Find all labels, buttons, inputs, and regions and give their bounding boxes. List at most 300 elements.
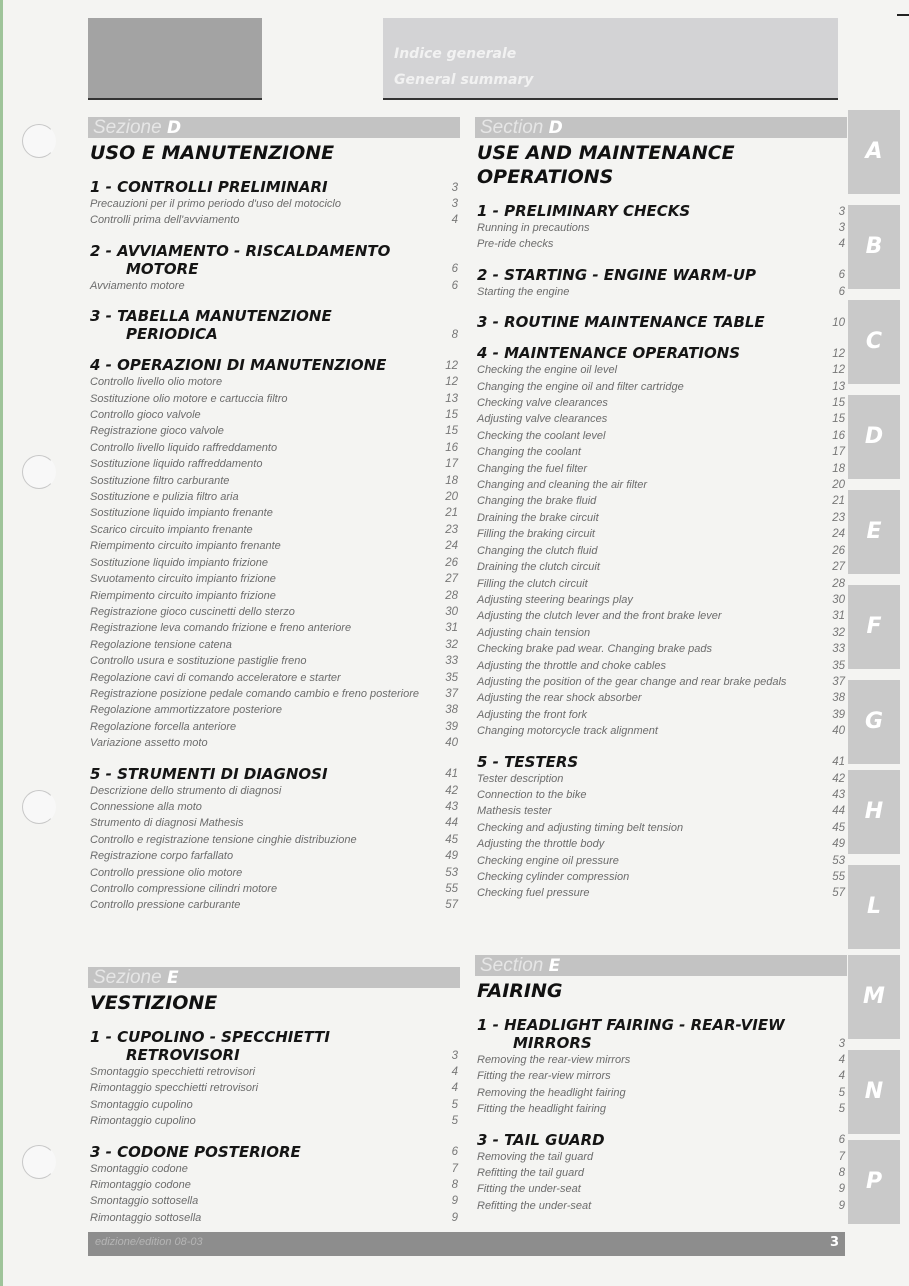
toc-entry-title: Rimontaggio cupolino xyxy=(90,1115,196,1128)
page-number: 3 xyxy=(829,1235,839,1250)
toc-entry-page: 44 xyxy=(445,817,458,830)
section-label: Sezione xyxy=(93,967,162,988)
toc-entry-title: Adjusting valve clearances xyxy=(477,413,608,426)
chapter-heading xyxy=(88,1028,460,1064)
toc-entry-page: 4 xyxy=(451,1082,458,1095)
toc-entry xyxy=(88,865,460,881)
toc-entry-page: 3 xyxy=(838,222,845,234)
chapter-heading-line: 1 - PRELIMINARY CHECKS xyxy=(477,202,691,220)
toc-entry-page: 24 xyxy=(445,540,458,553)
toc-entry xyxy=(88,1097,460,1113)
toc-entry xyxy=(88,735,460,751)
toc-entry-page: 28 xyxy=(832,577,845,590)
toc-entry-page: 53 xyxy=(445,866,458,879)
section-title xyxy=(475,979,847,1003)
section-letter: D xyxy=(548,118,563,138)
chapter-heading xyxy=(88,307,460,343)
toc-entry-title: Controlli prima dell'avviamento xyxy=(90,214,240,227)
toc-entry xyxy=(88,571,460,587)
chapter-heading-text xyxy=(88,356,386,374)
toc-entry-title: Refitting the under-seat xyxy=(477,1199,592,1212)
toc-entry-title: Controllo pressione carburante xyxy=(90,899,241,912)
toc-entry xyxy=(475,576,847,592)
toc-entry-page: 53 xyxy=(832,854,845,867)
chapter-heading-line: 3 - TAIL GUARD xyxy=(477,1130,605,1149)
toc-entry-page: 5 xyxy=(838,1086,845,1099)
toc-entry-page: 55 xyxy=(832,871,845,883)
section-tab: B xyxy=(848,205,900,289)
toc-entry xyxy=(475,543,847,559)
toc-entry-page: 40 xyxy=(445,737,458,750)
toc-entry-page: 21 xyxy=(445,507,458,520)
toc-entry xyxy=(88,374,460,390)
chapter-heading xyxy=(475,1131,847,1149)
toc-entry-title: Refitting the tail guard xyxy=(477,1167,585,1180)
toc-entry xyxy=(475,836,847,852)
toc-entry xyxy=(475,1198,847,1214)
section-bar xyxy=(88,967,460,988)
toc-entry xyxy=(88,620,460,636)
toc-entry-page: 17 xyxy=(832,446,845,459)
toc-entry-page: 15 xyxy=(445,409,458,422)
toc-entry-page: 18 xyxy=(832,462,845,475)
toc-section xyxy=(475,955,847,1214)
toc-entry xyxy=(88,783,460,799)
toc-entry-page: 20 xyxy=(832,479,845,492)
chapter-heading xyxy=(88,765,460,783)
toc-entry-page: 9 xyxy=(451,1211,458,1224)
toc-entry xyxy=(88,473,460,489)
toc-entry-title: Sostituzione liquido impianto frizione xyxy=(90,556,268,569)
toc-entry-title: Running in precautions xyxy=(477,222,590,234)
section-title-line: VESTIZIONE xyxy=(90,992,218,1014)
section-tab: G xyxy=(848,680,900,764)
toc-entry-page: 16 xyxy=(832,429,845,442)
toc-entry-page: 4 xyxy=(451,1066,458,1078)
toc-entry-page: 6 xyxy=(838,285,845,298)
section-bar xyxy=(475,955,847,976)
toc-entry-title: Smontaggio specchietti retrovisori xyxy=(90,1066,256,1078)
section-title-line: FAIRING xyxy=(477,980,563,1002)
toc-entry-title: Rimontaggio codone xyxy=(90,1179,191,1192)
toc-entry xyxy=(475,236,847,252)
toc-entry-page: 23 xyxy=(832,511,845,524)
toc-entry xyxy=(475,461,847,477)
chapter-heading-line: MIRRORS xyxy=(513,1034,592,1052)
chapter-heading-text xyxy=(88,178,328,196)
toc-entry-title: Mathesis tester xyxy=(477,805,552,818)
chapter-heading-text xyxy=(475,1016,785,1052)
chapter-heading-line: 5 - STRUMENTI DI DIAGNOSI xyxy=(90,764,328,783)
chapter-heading-text xyxy=(475,753,578,771)
toc-entry-title: Changing the clutch fluid xyxy=(477,544,598,557)
toc-entry xyxy=(88,407,460,423)
chapter-page-number: 8 xyxy=(451,328,458,341)
toc-entry xyxy=(88,212,460,228)
chapter-page-number: 6 xyxy=(451,263,458,276)
toc-entry xyxy=(475,510,847,526)
toc-entry xyxy=(88,1193,460,1209)
toc-entry-title: Controllo livello olio motore xyxy=(90,376,223,389)
toc-entry xyxy=(475,1181,847,1197)
chapter-page-number: 10 xyxy=(832,316,845,329)
toc-entry-page: 5 xyxy=(451,1098,458,1111)
chapter-heading-text xyxy=(475,344,740,362)
chapter-heading-line: 2 - STARTING - ENGINE WARM-UP xyxy=(477,265,757,284)
toc-entry-title: Checking brake pad wear. Changing brake pads xyxy=(477,643,713,656)
toc-entry-page: 39 xyxy=(832,708,845,721)
chapter-page-number: 41 xyxy=(832,756,845,769)
toc-entry-page: 55 xyxy=(445,883,458,895)
toc-entry xyxy=(88,489,460,505)
toc-entry-page: 44 xyxy=(832,805,845,818)
toc-entry-page: 9 xyxy=(838,1183,845,1196)
section-letter: E xyxy=(166,968,179,988)
toc-entry-page: 16 xyxy=(445,441,458,454)
section-bar xyxy=(475,117,847,138)
toc-entry-title: Controllo livello liquido raffreddamento xyxy=(90,441,278,454)
toc-entry-page: 8 xyxy=(838,1167,845,1180)
toc-entry xyxy=(475,493,847,509)
edition-label: edizione/edition 08-03 xyxy=(95,1236,203,1248)
toc-entry xyxy=(475,428,847,444)
toc-entry xyxy=(88,522,460,538)
toc-entry-title: Variazione assetto moto xyxy=(90,737,208,750)
section-tab: P xyxy=(848,1140,900,1224)
toc-entry xyxy=(475,690,847,706)
toc-entry-title: Sostituzione e pulizia filtro aria xyxy=(90,491,239,504)
chapter-heading-line: RETROVISORI xyxy=(126,1046,240,1064)
toc-entry-title: Sostituzione liquido impianto frenante xyxy=(90,507,273,520)
toc-entry-title: Changing the engine oil and filter cartridge xyxy=(477,380,684,393)
toc-entry-title: Checking fuel pressure xyxy=(477,887,590,900)
chapter-heading-text xyxy=(88,1143,301,1161)
toc-entry-title: Regolazione tensione catena xyxy=(90,638,232,651)
toc-entry xyxy=(88,391,460,407)
chapter-heading-text xyxy=(88,1028,330,1064)
toc-entry xyxy=(475,771,847,787)
section-tab: A xyxy=(848,110,900,194)
chapter-heading-line: 4 - OPERAZIONI DI MANUTENZIONE xyxy=(90,356,387,375)
toc-entry xyxy=(475,641,847,657)
section-tab: H xyxy=(848,770,900,854)
section-title xyxy=(88,141,460,165)
toc-entry-page: 49 xyxy=(832,838,845,851)
chapter-heading xyxy=(475,202,847,220)
toc-entry-page: 33 xyxy=(832,643,845,656)
binder-hole xyxy=(22,790,56,824)
toc-entry-title: Registrazione gioco cuscinetti dello sterzo xyxy=(90,605,295,618)
toc-entry xyxy=(475,869,847,885)
chapter-heading-line: 2 - AVVIAMENTO - RISCALDAMENTO xyxy=(90,241,391,260)
toc-entry xyxy=(88,897,460,913)
toc-section xyxy=(88,967,460,1226)
toc-entry-title: Tester description xyxy=(477,772,564,785)
toc-entry xyxy=(475,220,847,236)
toc-entry-page: 21 xyxy=(832,495,845,508)
chapter-heading-line: 1 - CONTROLLI PRELIMINARI xyxy=(90,178,328,196)
toc-entry-title: Adjusting the throttle and choke cables xyxy=(477,659,666,672)
toc-entry-title: Changing the brake fluid xyxy=(477,495,597,508)
toc-entry xyxy=(88,604,460,620)
toc-entry xyxy=(88,881,460,897)
toc-entry xyxy=(475,1165,847,1181)
toc-entry-title: Connection to the bike xyxy=(477,788,587,801)
chapter-heading-line: 3 - ROUTINE MAINTENANCE TABLE xyxy=(477,313,765,332)
toc-entry xyxy=(475,608,847,624)
toc-entry xyxy=(475,1085,847,1101)
section-tab: C xyxy=(848,300,900,384)
chapter-page-number: 6 xyxy=(451,1146,458,1159)
toc-entry-page: 37 xyxy=(445,687,458,700)
toc-entry-page: 35 xyxy=(445,671,458,684)
toc-entry xyxy=(475,1068,847,1084)
toc-entry-page: 15 xyxy=(445,425,458,438)
toc-entry-page: 7 xyxy=(451,1162,458,1175)
toc-entry-title: Regolazione forcella anteriore xyxy=(90,720,237,733)
chapter-heading-text xyxy=(475,1131,605,1149)
toc-entry xyxy=(475,803,847,819)
toc-entry xyxy=(475,723,847,739)
chapter-heading-line: 3 - CODONE POSTERIORE xyxy=(90,1142,301,1161)
toc-entry xyxy=(88,670,460,686)
toc-entry xyxy=(475,1101,847,1117)
footer-bar xyxy=(88,1232,845,1256)
section-title xyxy=(88,991,460,1015)
toc-entry-page: 49 xyxy=(445,850,458,863)
toc-entry-title: Registrazione corpo farfallato xyxy=(90,850,234,863)
toc-entry xyxy=(475,477,847,493)
toc-entry-page: 43 xyxy=(445,800,458,813)
toc-entry-title: Draining the clutch circuit xyxy=(477,561,600,574)
toc-entry-title: Checking the engine oil level xyxy=(477,364,618,377)
toc-entry-page: 35 xyxy=(832,659,845,672)
toc-entry-title: Removing the headlight fairing xyxy=(477,1086,626,1099)
toc-entry-page: 42 xyxy=(832,772,845,785)
toc-entry xyxy=(88,815,460,831)
toc-entry-title: Draining the brake circuit xyxy=(477,511,599,524)
header-title-en: General summary xyxy=(394,72,534,88)
toc-entry xyxy=(88,832,460,848)
chapter-heading-text xyxy=(88,307,332,343)
toc-entry xyxy=(88,799,460,815)
section-title-line: OPERATIONS xyxy=(477,166,614,188)
toc-entry xyxy=(475,658,847,674)
toc-entry-title: Strumento di diagnosi Mathesis xyxy=(90,817,244,830)
toc-entry-title: Connessione alla moto xyxy=(90,800,202,813)
toc-entry-title: Smontaggio sottosella xyxy=(90,1195,199,1208)
toc-entry-title: Precauzioni per il primo periodo d'uso del motociclo xyxy=(90,198,341,210)
toc-entry-title: Rimontaggio sottosella xyxy=(90,1211,202,1224)
toc-entry xyxy=(88,440,460,456)
toc-entry-page: 4 xyxy=(838,1054,845,1066)
toc-entry-page: 33 xyxy=(445,655,458,668)
toc-entry xyxy=(88,719,460,735)
chapter-heading-line: 4 - MAINTENANCE OPERATIONS xyxy=(477,344,741,363)
chapter-heading-text xyxy=(475,313,765,331)
toc-entry-page: 4 xyxy=(838,238,845,251)
chapter-heading-text xyxy=(88,242,390,278)
toc-entry-page: 23 xyxy=(445,523,458,536)
toc-entry xyxy=(88,653,460,669)
toc-entry-title: Regolazione cavi di comando acceleratore e starter xyxy=(90,671,341,684)
chapter-heading-text xyxy=(88,765,328,783)
toc-entry-page: 43 xyxy=(832,788,845,801)
chapter-heading xyxy=(475,266,847,284)
binder-hole xyxy=(22,1145,56,1179)
toc-entry xyxy=(88,1064,460,1080)
chapter-heading-line: PERIODICA xyxy=(126,325,218,344)
toc-entry xyxy=(475,1052,847,1068)
chapter-page-number: 3 xyxy=(451,1049,458,1062)
toc-entry xyxy=(475,853,847,869)
toc-entry xyxy=(88,637,460,653)
toc-entry-page: 57 xyxy=(445,899,458,912)
toc-entry-title: Changing and cleaning the air filter xyxy=(477,479,648,492)
toc-entry-page: 38 xyxy=(832,692,845,705)
toc-entry-page: 32 xyxy=(832,626,845,639)
toc-entry-title: Checking valve clearances xyxy=(477,397,608,410)
toc-entry-page: 12 xyxy=(832,364,845,377)
toc-entry-page: 38 xyxy=(445,704,458,717)
toc-entry-page: 26 xyxy=(832,544,845,557)
toc-entry xyxy=(88,278,460,294)
toc-entry xyxy=(88,505,460,521)
toc-entry-page: 27 xyxy=(832,561,845,574)
toc-entry xyxy=(88,702,460,718)
toc-entry-page: 40 xyxy=(832,725,845,738)
toc-entry-title: Avviamento motore xyxy=(90,279,185,292)
toc-entry-title: Riempimento circuito impianto frenante xyxy=(90,540,281,553)
toc-entry xyxy=(88,196,460,212)
toc-entry xyxy=(88,456,460,472)
chapter-page-number: 6 xyxy=(838,1134,845,1147)
toc-entry-title: Removing the rear-view mirrors xyxy=(477,1054,631,1066)
toc-entry-title: Fitting the headlight fairing xyxy=(477,1103,607,1116)
toc-entry-page: 57 xyxy=(832,887,845,900)
toc-entry-page: 30 xyxy=(445,605,458,618)
toc-entry-title: Checking and adjusting timing belt tension xyxy=(477,821,684,834)
toc-entry-page: 17 xyxy=(445,458,458,471)
toc-entry-title: Changing motorcycle track alignment xyxy=(477,725,658,738)
toc-entry-title: Removing the tail guard xyxy=(477,1150,594,1163)
toc-entry-title: Adjusting chain tension xyxy=(477,626,591,639)
toc-entry-title: Starting the engine xyxy=(477,285,570,298)
toc-entry-title: Filling the clutch circuit xyxy=(477,577,588,590)
toc-entry-title: Controllo compressione cilindri motore xyxy=(90,883,278,895)
toc-entry-page: 13 xyxy=(832,380,845,393)
header-title-block xyxy=(383,18,838,100)
toc-entry-title: Checking the coolant level xyxy=(477,429,606,442)
chapter-page-number: 3 xyxy=(838,1037,845,1050)
section-title xyxy=(475,141,847,189)
toc-entry-page: 20 xyxy=(445,491,458,504)
chapter-heading-line: 1 - HEADLIGHT FAIRING - REAR-VIEW xyxy=(477,1016,785,1034)
section-label: Section xyxy=(480,955,544,976)
chapter-heading xyxy=(475,1016,847,1052)
toc-entry xyxy=(88,848,460,864)
toc-entry-title: Adjusting the front fork xyxy=(477,708,588,721)
toc-entry-title: Registrazione leva comando frizione e freno anteriore xyxy=(90,622,352,635)
toc-entry-page: 31 xyxy=(832,610,845,623)
toc-entry-page: 18 xyxy=(445,474,458,487)
toc-entry-page: 45 xyxy=(445,833,458,846)
chapter-page-number: 3 xyxy=(838,205,845,218)
toc-entry xyxy=(475,411,847,427)
chapter-heading-text xyxy=(475,266,756,284)
section-letter: E xyxy=(548,956,561,976)
toc-entry xyxy=(88,686,460,702)
chapter-page-number: 41 xyxy=(445,768,458,781)
toc-entry-page: 15 xyxy=(832,397,845,410)
section-tab: L xyxy=(848,865,900,949)
toc-entry xyxy=(475,284,847,300)
toc-entry-page: 9 xyxy=(451,1195,458,1208)
chapter-heading xyxy=(88,178,460,196)
toc-entry xyxy=(475,787,847,803)
section-tab: D xyxy=(848,395,900,479)
toc-entry xyxy=(475,820,847,836)
chapter-heading-line: 5 - TESTERS xyxy=(477,752,579,771)
chapter-heading-line: 1 - CUPOLINO - SPECCHIETTI xyxy=(90,1028,330,1046)
toc-entry-title: Filling the braking circuit xyxy=(477,528,595,541)
header-grey-block xyxy=(88,18,262,100)
toc-entry-title: Checking cylinder compression xyxy=(477,871,630,883)
toc-entry xyxy=(88,1080,460,1096)
chapter-heading-line: 3 - TABELLA MANUTENZIONE xyxy=(90,307,332,326)
toc-entry-page: 42 xyxy=(445,784,458,797)
toc-entry-title: Registrazione posizione pedale comando cambio e freno posteriore xyxy=(90,687,419,700)
binder-hole xyxy=(22,124,56,158)
toc-entry-title: Rimontaggio specchietti retrovisori xyxy=(90,1082,259,1095)
chapter-page-number: 12 xyxy=(445,359,458,372)
toc-entry-page: 13 xyxy=(445,392,458,405)
toc-entry-title: Sostituzione liquido raffreddamento xyxy=(90,458,263,471)
toc-entry-title: Adjusting the rear shock absorber xyxy=(477,692,642,705)
chapter-heading xyxy=(475,753,847,771)
toc-entry-title: Riempimento circuito impianto frizione xyxy=(90,589,276,602)
toc-entry xyxy=(475,379,847,395)
toc-entry xyxy=(88,1210,460,1226)
toc-entry-title: Checking engine oil pressure xyxy=(477,854,619,867)
toc-entry-title: Sostituzione filtro carburante xyxy=(90,474,230,487)
section-title-line: USE AND MAINTENANCE xyxy=(477,142,735,164)
toc-entry-title: Controllo usura e sostituzione pastiglie freno xyxy=(90,655,307,668)
toc-entry-page: 30 xyxy=(832,593,845,606)
toc-entry-page: 3 xyxy=(451,198,458,210)
toc-entry-page: 27 xyxy=(445,573,458,586)
toc-entry-page: 5 xyxy=(838,1103,845,1116)
chapter-page-number: 6 xyxy=(838,269,845,282)
toc-entry xyxy=(475,444,847,460)
header-title-it: Indice generale xyxy=(394,46,517,62)
section-label: Sezione xyxy=(93,117,162,138)
chapter-heading xyxy=(88,242,460,278)
toc-entry xyxy=(88,1161,460,1177)
section-tab: E xyxy=(848,490,900,574)
toc-entry-page: 4 xyxy=(451,214,458,227)
toc-entry xyxy=(88,555,460,571)
toc-entry xyxy=(88,538,460,554)
toc-entry-title: Smontaggio codone xyxy=(90,1162,188,1175)
toc-entry xyxy=(475,559,847,575)
section-letter: D xyxy=(166,118,182,138)
toc-entry-page: 15 xyxy=(832,413,845,426)
toc-entry-title: Smontaggio cupolino xyxy=(90,1098,193,1111)
toc-section xyxy=(475,117,847,902)
toc-entry xyxy=(88,1177,460,1193)
section-label: Section xyxy=(480,117,544,138)
